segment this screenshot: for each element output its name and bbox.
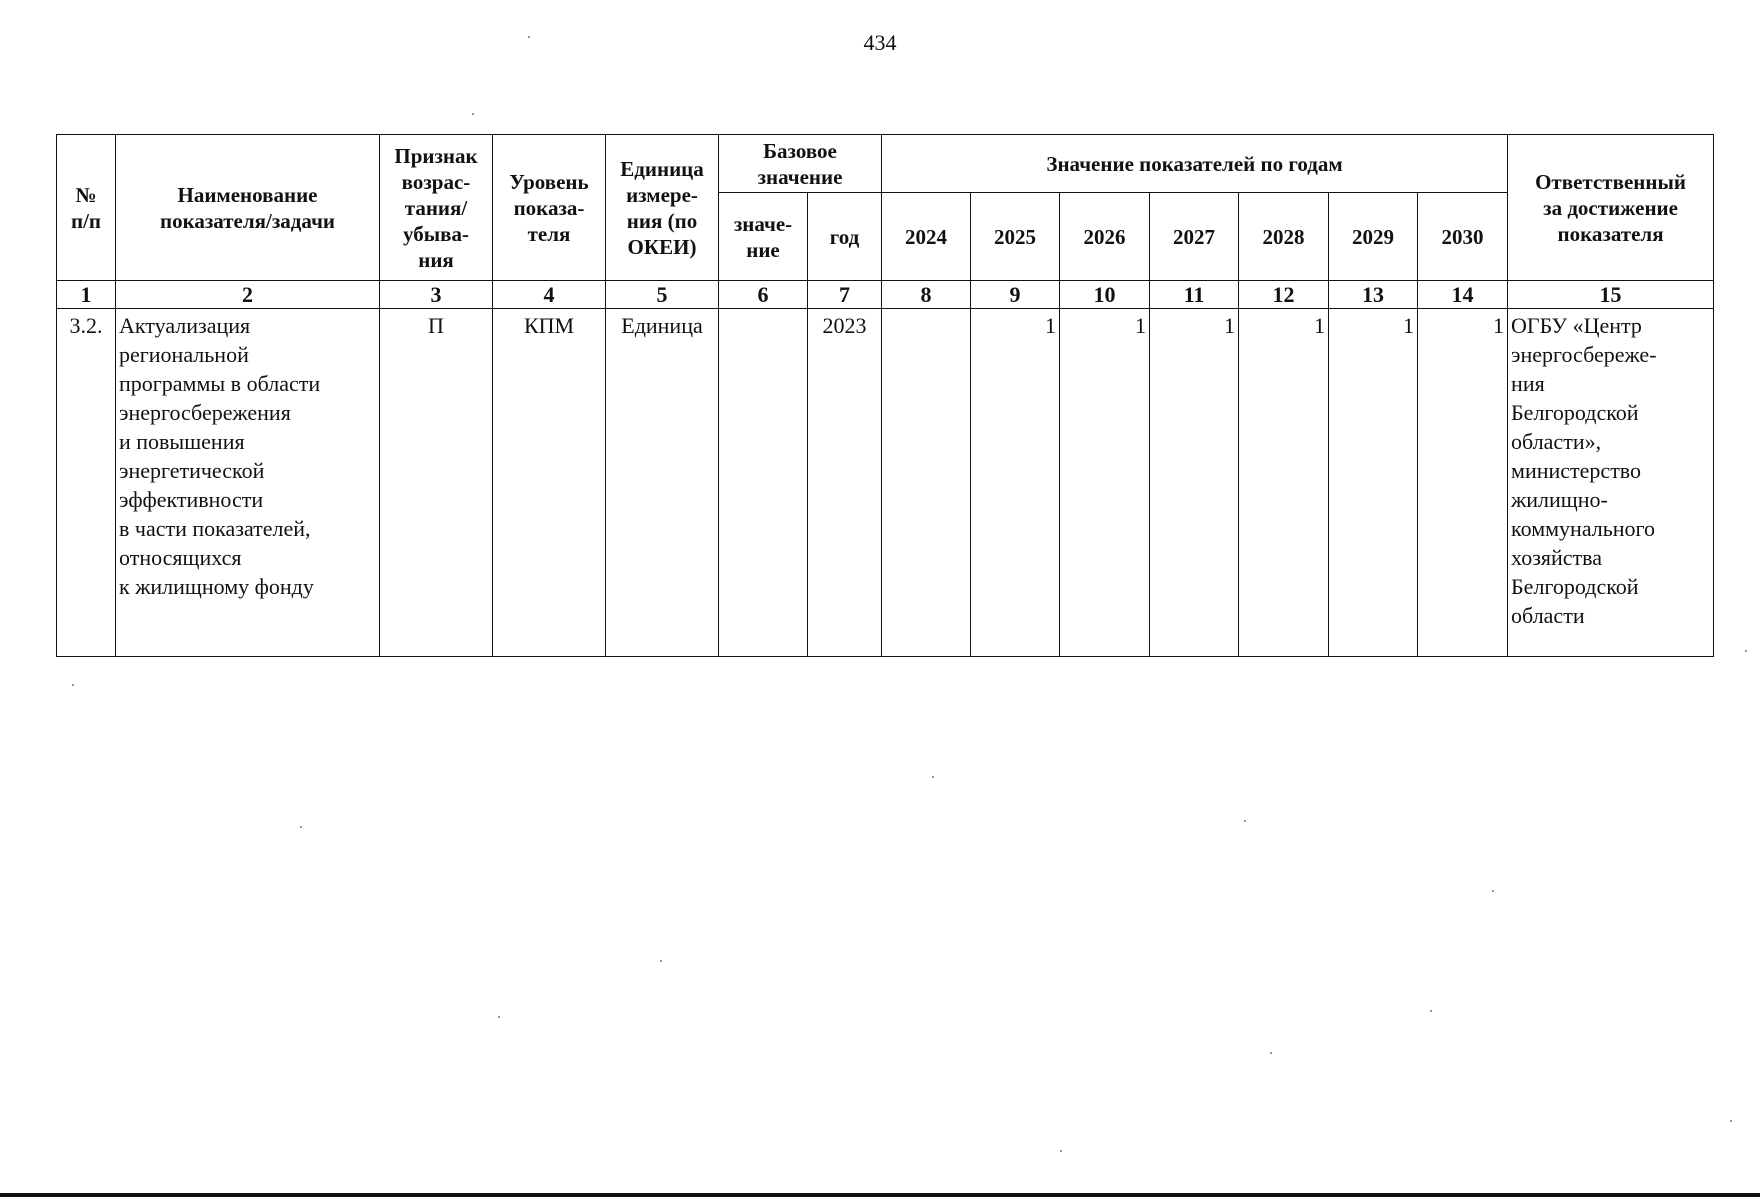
column-number: 1 [57,281,116,309]
header-trend: Признак возрас- тания/ убыва- ния [380,135,493,281]
scan-speck [660,960,662,962]
scan-speck [472,113,474,115]
cell-unit: Единица [606,309,719,657]
cell-year-2028: 1 [1239,309,1329,657]
scan-speck [498,1016,500,1018]
column-number: 2 [116,281,380,309]
column-number: 4 [493,281,606,309]
scan-speck [1730,1120,1732,1122]
scan-speck [72,684,74,686]
scan-speck [1492,890,1494,892]
cell-base-year: 2023 [808,309,882,657]
scan-speck [528,36,530,38]
column-number: 3 [380,281,493,309]
bottom-rule [0,1193,1760,1197]
column-number: 12 [1239,281,1329,309]
cell-level: КПМ [493,309,606,657]
cell-year-2027: 1 [1150,309,1239,657]
cell-year-2025: 1 [971,309,1060,657]
header-year-2029: 2029 [1329,193,1418,281]
column-number: 6 [719,281,808,309]
cell-year-2030: 1 [1418,309,1508,657]
column-number: 5 [606,281,719,309]
column-number: 14 [1418,281,1508,309]
cell-year-2024 [882,309,971,657]
header-year-2027: 2027 [1150,193,1239,281]
scan-speck [1270,1052,1272,1054]
cell-responsible: ОГБУ «Центр энергосбереже- ния Белгородской области», министерство жилищно- коммунального хозяйства Белгородской области [1508,309,1714,657]
header-responsible: Ответственный за достижение показателя [1508,135,1714,281]
cell-year-2029: 1 [1329,309,1418,657]
cell-year-2026: 1 [1060,309,1150,657]
scan-speck [300,826,302,828]
cell-trend: П [380,309,493,657]
table-row [57,309,1714,657]
scan-speck [1244,820,1246,822]
scan-speck [932,776,934,778]
header-unit: Единица измере- ния (по ОКЕИ) [606,135,719,281]
page-number: 434 [863,30,897,55]
scan-speck [1745,650,1747,652]
indicators-table [56,134,1714,657]
cell-name: Актуализация региональной программы в области энергосбережения и повышения энергетической эффективности в части показателей, относящихся к жилищному фонду [116,309,380,657]
header-base-group: Базовое значение [719,135,882,193]
header-year-2030: 2030 [1418,193,1508,281]
header-years-group: Значение показателей по годам [882,135,1508,193]
column-number: 7 [808,281,882,309]
header-name: Наименование показателя/задачи [116,135,380,281]
cell-num: 3.2. [57,309,116,657]
column-number: 15 [1508,281,1714,309]
header-year-2026: 2026 [1060,193,1150,281]
header-base-value: значе- ние [719,193,808,281]
column-number: 9 [971,281,1060,309]
column-number: 13 [1329,281,1418,309]
scan-speck [1430,1010,1432,1012]
column-number: 11 [1150,281,1239,309]
column-number: 10 [1060,281,1150,309]
cell-base-value [719,309,808,657]
header-level: Уровень показа- теля [493,135,606,281]
scan-speck [1060,1150,1062,1152]
header-year-2024: 2024 [882,193,971,281]
column-number: 8 [882,281,971,309]
header-base-year: год [808,193,882,281]
header-year-2028: 2028 [1239,193,1329,281]
header-year-2025: 2025 [971,193,1060,281]
header-num: № п/п [57,135,116,281]
